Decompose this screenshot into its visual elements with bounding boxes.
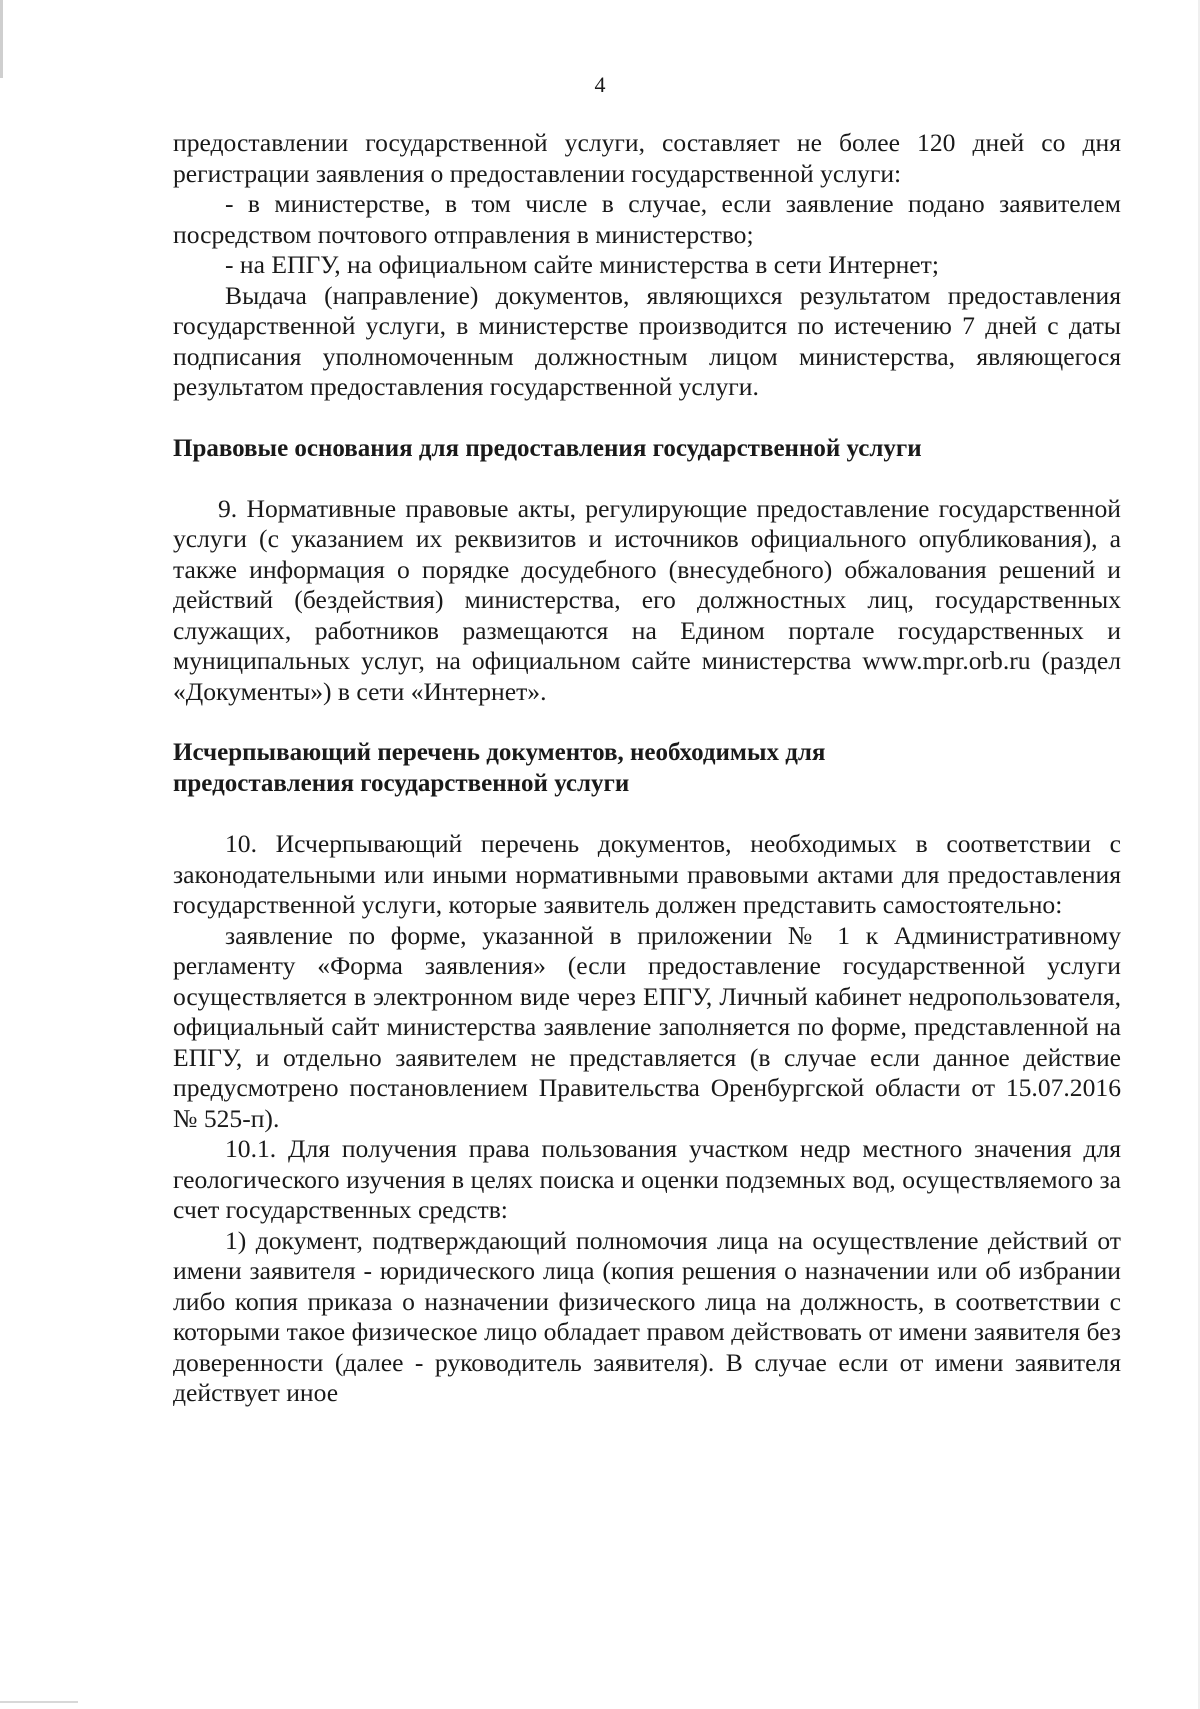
section-heading-line: Исчерпывающий перечень документов, необходимых для — [173, 739, 826, 766]
paragraph: - в министерстве, в том числе в случае, если заявление подано заявителем посредством почтового отправления в министерство; — [173, 189, 1121, 249]
paragraph: предоставлении государственной услуги, составляет не более 120 дней со дня регистрации заявления о предоставлении государственной услуги: — [173, 128, 1121, 188]
paragraph: Выдача (направление) документов, являющихся результатом предоставления государственной услуги, в министерстве производится по истечению 7 дней с даты подписания уполномоченным должностным лицом министерства, являющегося результатом предоставления государственной услуги. — [173, 280, 1121, 401]
page-number: 4 — [594, 72, 606, 97]
paragraph: 10. Исчерпывающий перечень документов, необходимых в соответствии с законодательными или иными нормативными правовыми актами для предоставления государственной услуги, которые заявитель должен представить самостоятельно: — [173, 829, 1121, 919]
section-heading-line: предоставления государственной услуги — [173, 770, 630, 797]
paragraph: 10.1. Для получения права пользования участком недр местного значения для геологического изучения в целях поиска и оценки подземных вод, осуществляемого за счет государственных средств: — [173, 1134, 1121, 1224]
paragraph: заявление по форме, указанной в приложении № 1 к Административному регламенту «Форма заявления» (если предоставление государственной услуги осуществляется в электронном виде через ЕПГУ, Личный кабинет недропользователя, официальный сайт министерства заявление заполняется по форме, представленной на ЕПГУ, и отдельно заявителем не представляется (в случае если данное действие предусмотрено постановлением Правительства Оренбургской области от 15.07.2016 № 525-п). — [173, 920, 1121, 1133]
paragraph: 9. Нормативные правовые акты, регулирующие предоставление государственной услуги (с указанием их реквизитов и источников официального опубликования), а также информация о порядке досудебного (внесудебного) обжалования решений и действий (бездействия) министерства, его должностных лиц, государственных служащих, работников размещаются на Едином портале государственных и муниципальных услуг, на официальном сайте министерства www.mpr.orb.ru (раздел «Документы») в сети «Интернет». — [173, 493, 1121, 706]
scan-edge — [0, 0, 3, 78]
paragraph: - на ЕПГУ, на официальном сайте министерства в сети Интернет; — [225, 250, 939, 279]
document-body — [173, 128, 1121, 1409]
section-heading: Правовые основания для предоставления государственной услуги — [173, 434, 922, 462]
paragraph: 1) документ, подтверждающий полномочия лица на осуществление действий от имени заявителя - юридического лица (копия решения о назначении или об избрании либо копия приказа о назначении физического лица на должность, в соответствии с которыми такое физическое лицо обладает правом действовать от имени заявителя без доверенности (далее - руководитель заявителя). В случае если от имени заявителя действует иное — [173, 1225, 1121, 1407]
scan-edge — [0, 1701, 78, 1703]
